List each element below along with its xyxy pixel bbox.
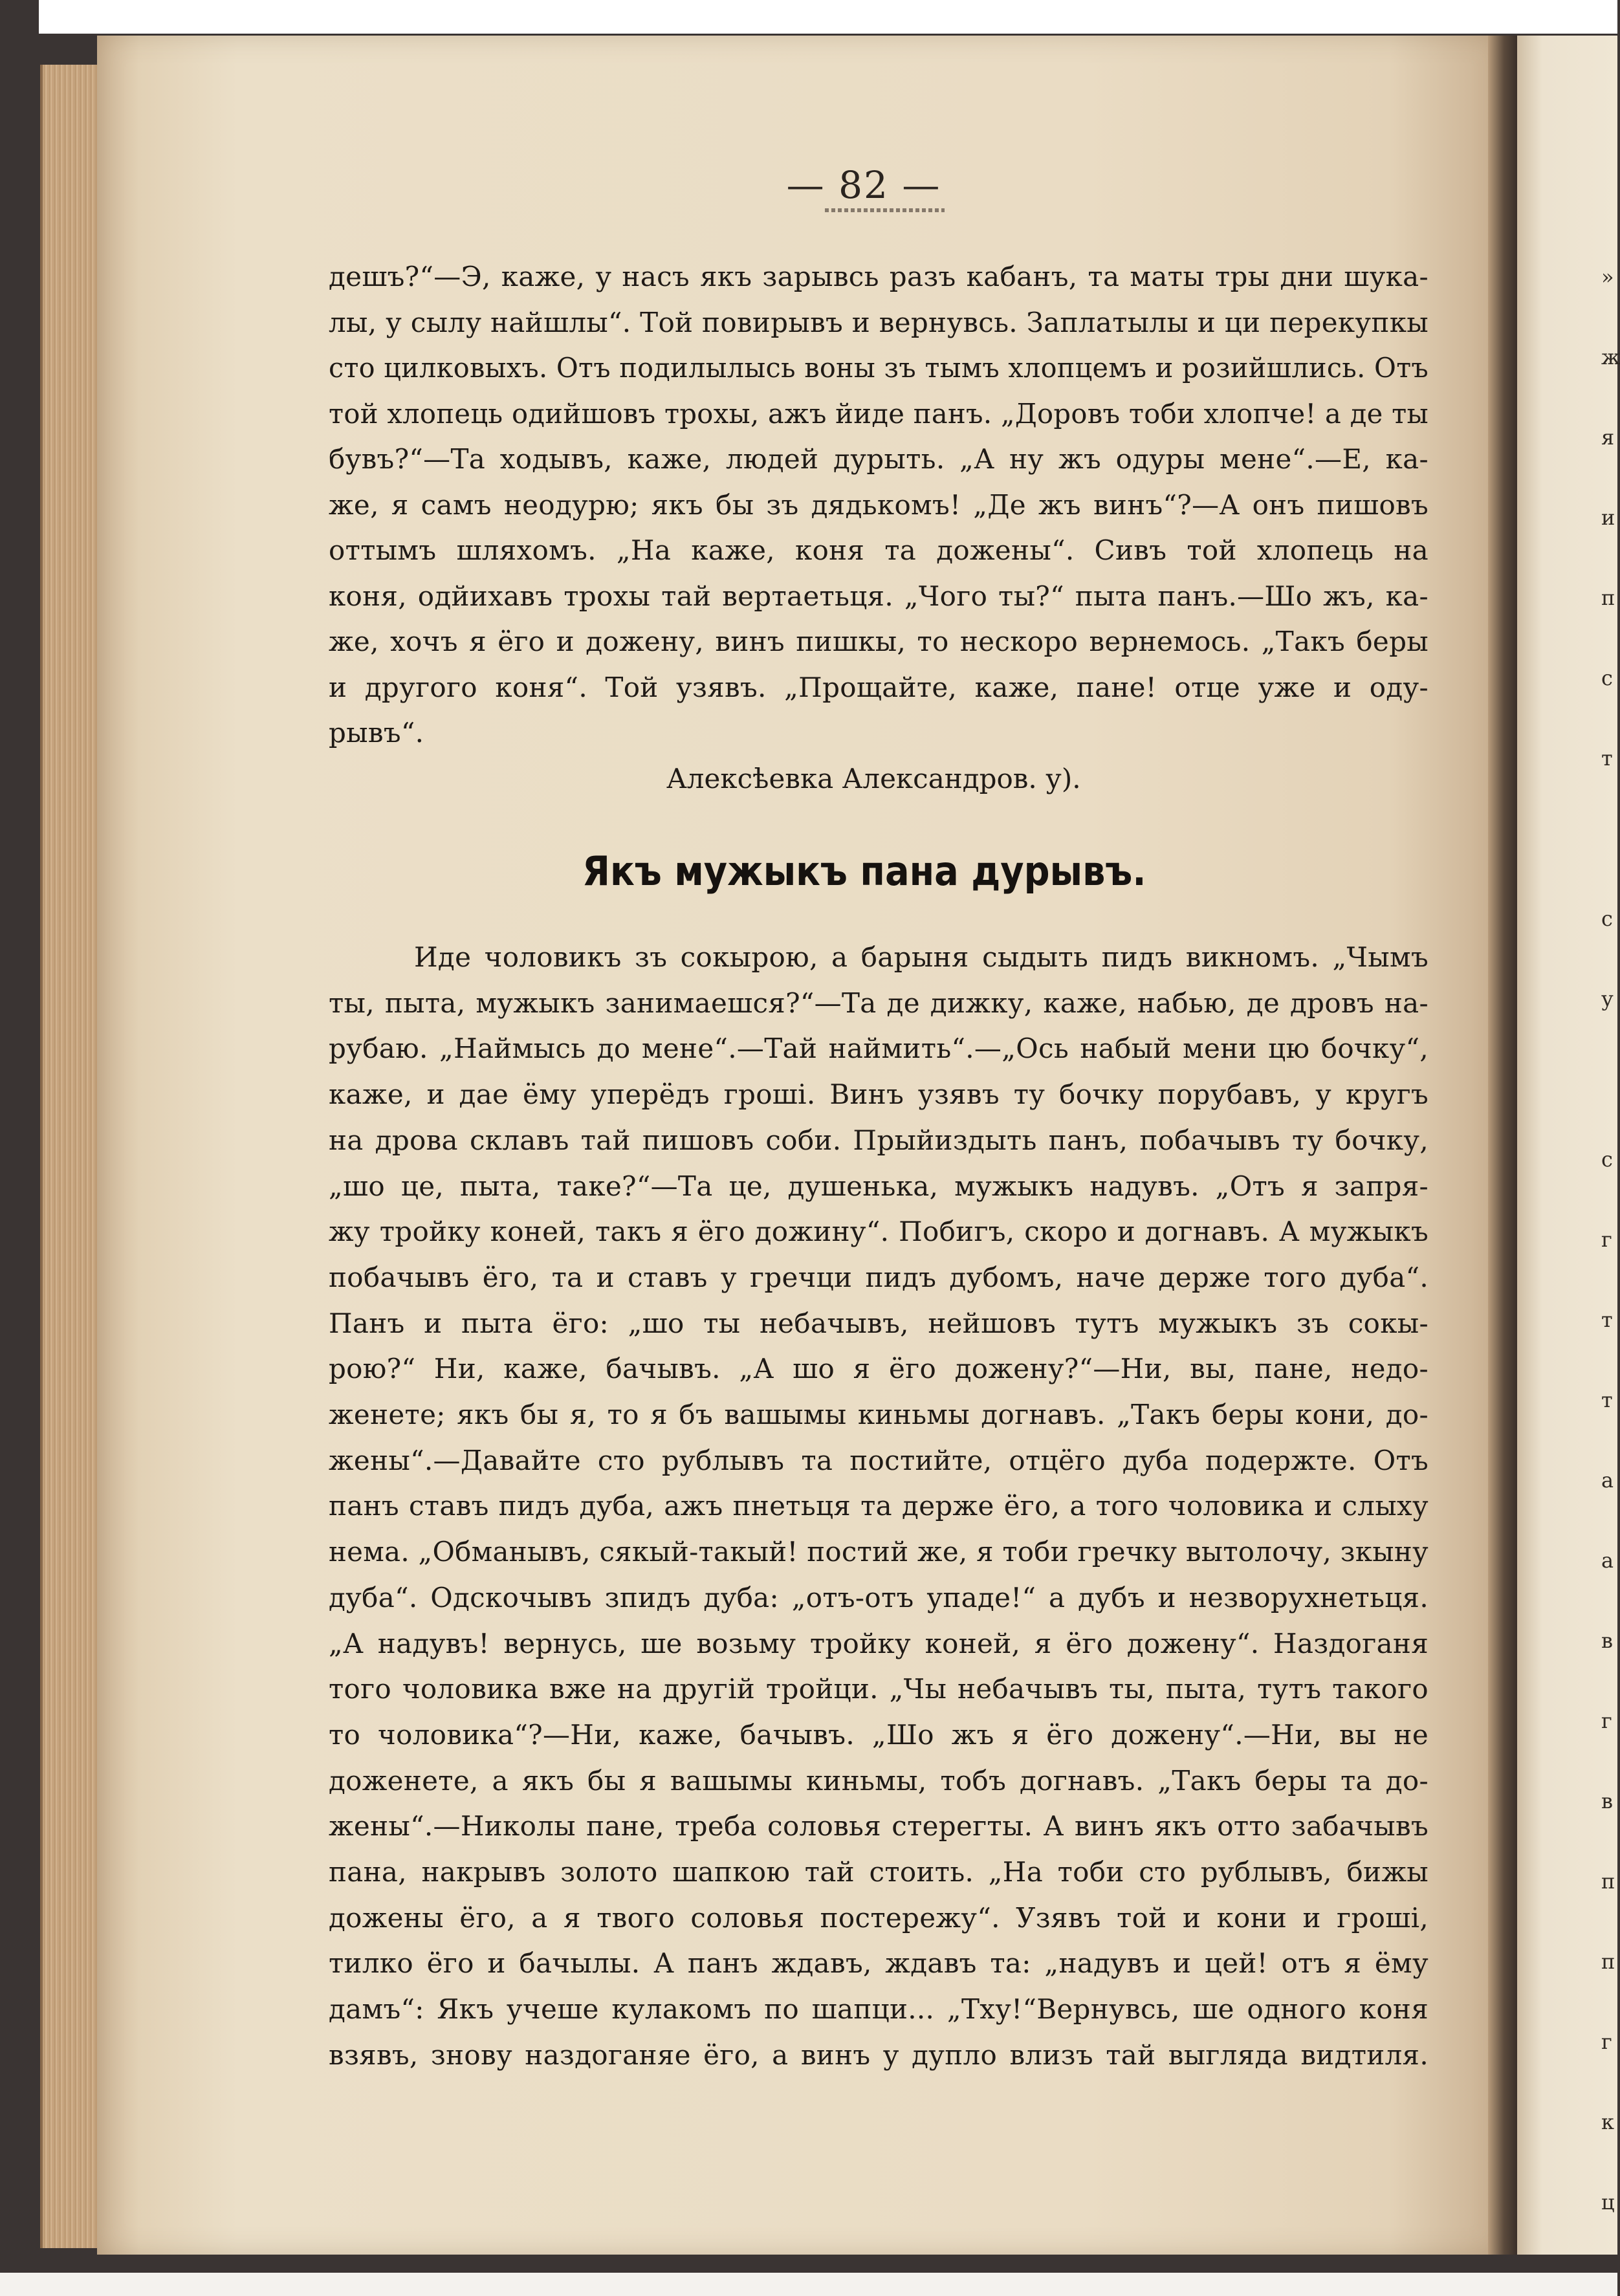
next-page-edge-letter: п — [1601, 1949, 1615, 1974]
text-line: той хлопець одийшовъ трохы, ажъ йиде панъ. „Доровъ тоби хлопче! а де ты — [329, 397, 1428, 430]
text-line: Иде чоловикъ зъ сокырою, а барыня сыдыть пидъ викномъ. „Чымъ — [414, 941, 1428, 973]
text-line: доженете, а якъ бы я вашымы киньмы, тобъ догнавъ. „Такъ беры та до- — [329, 1764, 1428, 1797]
next-page-edge-letter: с — [1601, 1147, 1613, 1172]
text-line: „шо це, пыта, таке?“—Та це, душенька, мужыкъ надувъ. „Отъ я запря- — [329, 1170, 1428, 1202]
text-line: того чоловика вже на другiй тройци. „Чы небачывъ ты, пыта, тутъ такого — [329, 1673, 1428, 1705]
next-page-edge-letter: у — [1601, 987, 1614, 1011]
text-line: дамъ“: Якъ учеше кулакомъ по шапци... „Тху!“Вернувсь, ше одного коня — [329, 1993, 1428, 2026]
text-line: взявъ, знову наздоганяе ёго, а винъ у дупло влизъ тай выгляда видтиля. — [329, 2039, 1428, 2071]
text-line: коня, одйихавъ трохы тай вертаетьця. „Чого ты?“ пыта панъ.—Шо жъ, ка- — [329, 580, 1428, 612]
book-gutter — [1488, 36, 1517, 2255]
next-page-edge-letter: к — [1601, 2110, 1614, 2134]
text-line: жены“.—Давайте сто рублывъ та постийте, отцёго дуба подержте. Отъ — [329, 1444, 1428, 1476]
next-page-edge-letter: в — [1601, 1789, 1614, 1813]
text-line: на дрова склавъ тай пишовъ соби. Прыйиздыть панъ, побачывъ ту бочку, — [329, 1124, 1428, 1156]
scan-background-left — [0, 0, 39, 2296]
text-line: ты, пыта, мужыкъ занимаешся?“—Та де дижку, каже, набью, де дровъ на- — [329, 987, 1428, 1019]
next-page-edge-letter: п — [1601, 1869, 1615, 1894]
story-attribution: Алексѣевка Александров. у). — [666, 763, 1081, 794]
next-page-edge-letter: с — [1601, 666, 1613, 690]
text-line: „А надувъ! вернусь, ше возьму тройку коней, я ёго дожену“. Наздоганя — [329, 1627, 1428, 1659]
text-line: рывъ“. — [329, 717, 424, 749]
next-page-edge-letter: ц — [1601, 2190, 1615, 2214]
text-line: же, я самъ неодурю; якъ бы зъ дядькомъ! „Де жъ винъ“?—А онъ пишовъ — [329, 488, 1428, 521]
text-line: рою?“ Ни, каже, бачывъ. „А шо я ёго дожену?“—Ни, вы, пане, недо- — [329, 1353, 1428, 1385]
next-page-edge-letter: я — [1601, 425, 1615, 450]
text-line: сто цилковыхъ. Отъ подилылысь воны зъ тымъ хлопцемъ и розийшлись. Отъ — [329, 352, 1428, 384]
text-line: Панъ и пыта ёго: „шо ты небачывъ, нейшовъ тутъ мужыкъ зъ сокы- — [329, 1307, 1428, 1339]
next-page-edge-letter: а — [1601, 1548, 1614, 1573]
next-page-edge-letter: т — [1601, 1388, 1613, 1412]
text-line: дожены ёго, а я твого соловья постережу“. Узявъ той и кони и грошi, — [329, 1901, 1428, 1934]
text-line: же, хочъ я ёго и дожену, винъ пишкы, то нескоро вернемось. „Такъ беры — [329, 626, 1428, 657]
next-page-edge-letter: т — [1601, 746, 1613, 771]
text-line: женете; якъ бы я, то я бъ вашымы киньмы догнавъ. „Такъ беры кони, до- — [329, 1399, 1428, 1430]
next-page-edge-letter: п — [1601, 585, 1615, 610]
text-line: каже, и дае ёму уперёдъ грошi. Винъ узявъ ту бочку порубавъ, у кругъ — [329, 1078, 1428, 1111]
text-line: тилко ёго и бачылы. А панъ ждавъ, ждавъ та: „надувъ и цей! отъ я ёму — [329, 1947, 1428, 1980]
next-page-edge-letter: т — [1601, 1307, 1613, 1332]
text-line: то чоловика“?—Ни, каже, бачывъ. „Шо жъ я ёго дожену“.—Ни, вы не — [329, 1718, 1428, 1751]
text-line: дуба“. Одскочывъ зпидъ дуба: „отъ-отъ упаде!“ а дубъ и незворухнетьця. — [329, 1581, 1428, 1613]
text-line: рубаю. „Наймысь до мене“.—Тай наймить“.—„Ось набый мени цю бочку“, — [329, 1033, 1428, 1065]
next-page-edge-letter: г — [1601, 1227, 1612, 1252]
text-line: жены“.—Николы пане, треба соловья стерегты. А винъ якъ отто забачывъ — [329, 1810, 1428, 1842]
next-page-edge-letter: » — [1601, 265, 1614, 289]
next-page-edge-letter: с — [1601, 906, 1613, 931]
next-page-edge-letter: в — [1601, 1628, 1614, 1653]
story-title: Якъ мужыкъ пана дурывъ. — [582, 847, 1146, 895]
text-line: побачывъ ёго, та и ставъ у гречци пидъ дубомъ, наче держе того дуба“. — [329, 1261, 1428, 1293]
text-line: жу тройку коней, такъ я ёго дожину“. Побигъ, скоро и догнавъ. А мужыкъ — [329, 1216, 1428, 1248]
page-number: — 82 — — [786, 163, 941, 207]
page-number-underline — [825, 208, 945, 212]
next-page-edge-letter: г — [1601, 1709, 1612, 1733]
next-page-edge-letter: г — [1601, 2029, 1612, 2054]
next-page-edge-letter: и — [1601, 505, 1615, 530]
text-line: панъ ставъ пидъ дуба, ажъ пнетьця та держе ёго, а того чоловика и слыху — [329, 1490, 1428, 1522]
text-line: и другого коня“. Той узявъ. „Прощайте, каже, пане! отце уже и оду- — [329, 671, 1428, 703]
text-line: нема. „Обманывъ, сякый-такый! постий же, я тоби гречку вытолочу, зкыну — [329, 1536, 1428, 1568]
scan-background-bottom — [0, 2273, 1617, 2296]
text-line: пана, накрывъ золото шапкою тай стоить. „На тоби сто рублывъ, бижы — [329, 1856, 1428, 1888]
next-page-edge-letter: ж — [1601, 345, 1620, 369]
text-line: оттымъ шляхомъ. „На каже, коня та дожены“. Сивъ той хлопець на — [329, 534, 1428, 566]
text-line: бувъ?“—Та ходывъ, каже, людей дурыть. „А ну жъ одуры мене“.—Е, ка- — [329, 443, 1428, 475]
next-page-edge-letter: а — [1601, 1468, 1614, 1492]
text-line: лы, у сылу найшлы“. Той повирывъ и вернувсь. Заплатылы и ци перекупкы — [329, 306, 1428, 338]
scan-background-top — [0, 0, 1617, 34]
text-line: дешъ?“—Э, каже, у насъ якъ зарывсь разъ кабанъ, та маты тры дни шука- — [329, 261, 1428, 292]
